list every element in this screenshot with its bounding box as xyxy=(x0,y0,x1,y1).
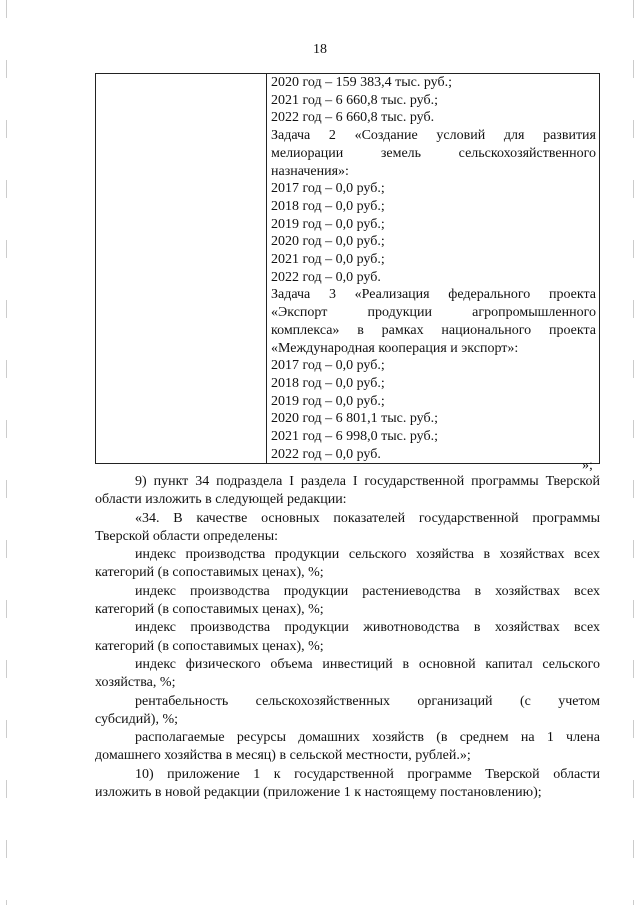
paragraph-line: 9) пункт 34 подраздела I раздела I государственной программы Тверской xyxy=(135,474,600,489)
task-heading-line: Задача 3 «Реализация федерального проекта xyxy=(271,287,596,303)
task-heading-line: комплекса» в рамках национального проекта xyxy=(271,322,596,338)
funding-line: 2022 год – 6 660,8 тыс. руб. xyxy=(271,110,435,126)
funding-table xyxy=(95,73,600,464)
paragraph-indicator xyxy=(95,583,600,620)
paragraph-indicator xyxy=(95,729,600,766)
task-heading-line: «Экспорт продукции агропромышленного xyxy=(271,305,596,321)
paragraph-line: области изложить в следующей редакции: xyxy=(95,492,347,508)
paragraph-line: хозяйства, %; xyxy=(95,675,176,691)
paragraph-line: категорий (в сопоставимых ценах), %; xyxy=(95,602,324,618)
funding-line: 2020 год – 159 383,4 тыс. руб.; xyxy=(271,75,452,90)
funding-line: 2017 год – 0,0 руб.; xyxy=(271,358,385,374)
funding-line: 2017 год – 0,0 руб.; xyxy=(271,181,385,197)
page-number: 18 xyxy=(313,42,327,57)
funding-line: 2022 год – 0,0 руб. xyxy=(271,446,381,462)
paragraph-line: домашнего хозяйства в месяц) в сельской местности, рублей.»; xyxy=(95,748,471,764)
paragraph-line: Тверской области определены: xyxy=(95,528,279,544)
table-row xyxy=(96,74,600,464)
paragraph-line: индекс производства продукции животноводства в хозяйствах всех xyxy=(135,620,600,636)
paragraph-line: «34. В качестве основных показателей государственной программы xyxy=(135,510,600,526)
task-heading-line: «Международная кооперация и экспорт»: xyxy=(271,340,519,356)
table-right-cell xyxy=(267,74,600,464)
scan-margin-right xyxy=(633,0,634,905)
task-heading-line: мелиорации земель сельскохозяйственного xyxy=(271,145,596,161)
body-text xyxy=(95,473,600,802)
funding-line: 2020 год – 6 801,1 тыс. руб.; xyxy=(271,411,438,427)
paragraph-item-9 xyxy=(95,473,600,510)
paragraph-line: категорий (в сопоставимых ценах), %; xyxy=(95,565,324,581)
paragraph-indicator xyxy=(95,656,600,693)
table-left-cell xyxy=(96,74,267,464)
funding-line: 2018 год – 0,0 руб.; xyxy=(271,198,385,214)
task-heading-line: Задача 2 «Создание условий для развития xyxy=(271,128,596,144)
paragraph-line: категорий (в сопоставимых ценах), %; xyxy=(95,638,324,654)
funding-line: 2021 год – 6 660,8 тыс. руб.; xyxy=(271,92,438,108)
funding-line: 2019 год – 0,0 руб.; xyxy=(271,216,385,232)
funding-line: 2022 год – 0,0 руб. xyxy=(271,269,381,285)
paragraph-indicator xyxy=(95,546,600,583)
funding-line: 2018 год – 0,0 руб.; xyxy=(271,375,385,391)
paragraph-line: изложить в новой редакции (приложение 1 к настоящему постановлению); xyxy=(95,785,542,801)
paragraph-line: располагаемые ресурсы домашних хозяйств (в среднем на 1 члена xyxy=(135,730,600,746)
scan-margin-left xyxy=(6,0,7,905)
funding-line: 2019 год – 0,0 руб.; xyxy=(271,393,385,409)
paragraph-clause-34 xyxy=(95,510,600,547)
paragraph-indicator xyxy=(95,619,600,656)
funding-line: 2021 год – 0,0 руб.; xyxy=(271,252,385,268)
paragraph-item-10 xyxy=(95,766,600,803)
paragraph-line: субсидий), %; xyxy=(95,711,178,727)
paragraph-line: индекс производства продукции растениеводства в хозяйствах всех xyxy=(135,583,600,599)
paragraph-line: индекс физического объема инвестиций в основной капитал сельского xyxy=(135,656,600,672)
funding-line: 2020 год – 0,0 руб.; xyxy=(271,234,385,250)
paragraph-indicator xyxy=(95,693,600,730)
closing-quote: »; xyxy=(582,458,593,473)
paragraph-line: 10) приложение 1 к государственной программе Тверской области xyxy=(135,766,600,782)
paragraph-line: рентабельность сельскохозяйственных организаций (с учетом xyxy=(135,693,600,709)
paragraph-line: индекс производства продукции сельского хозяйства в хозяйствах всех xyxy=(135,547,600,563)
funding-line: 2021 год – 6 998,0 тыс. руб.; xyxy=(271,429,438,445)
task-heading-line: назначения»: xyxy=(271,163,349,179)
